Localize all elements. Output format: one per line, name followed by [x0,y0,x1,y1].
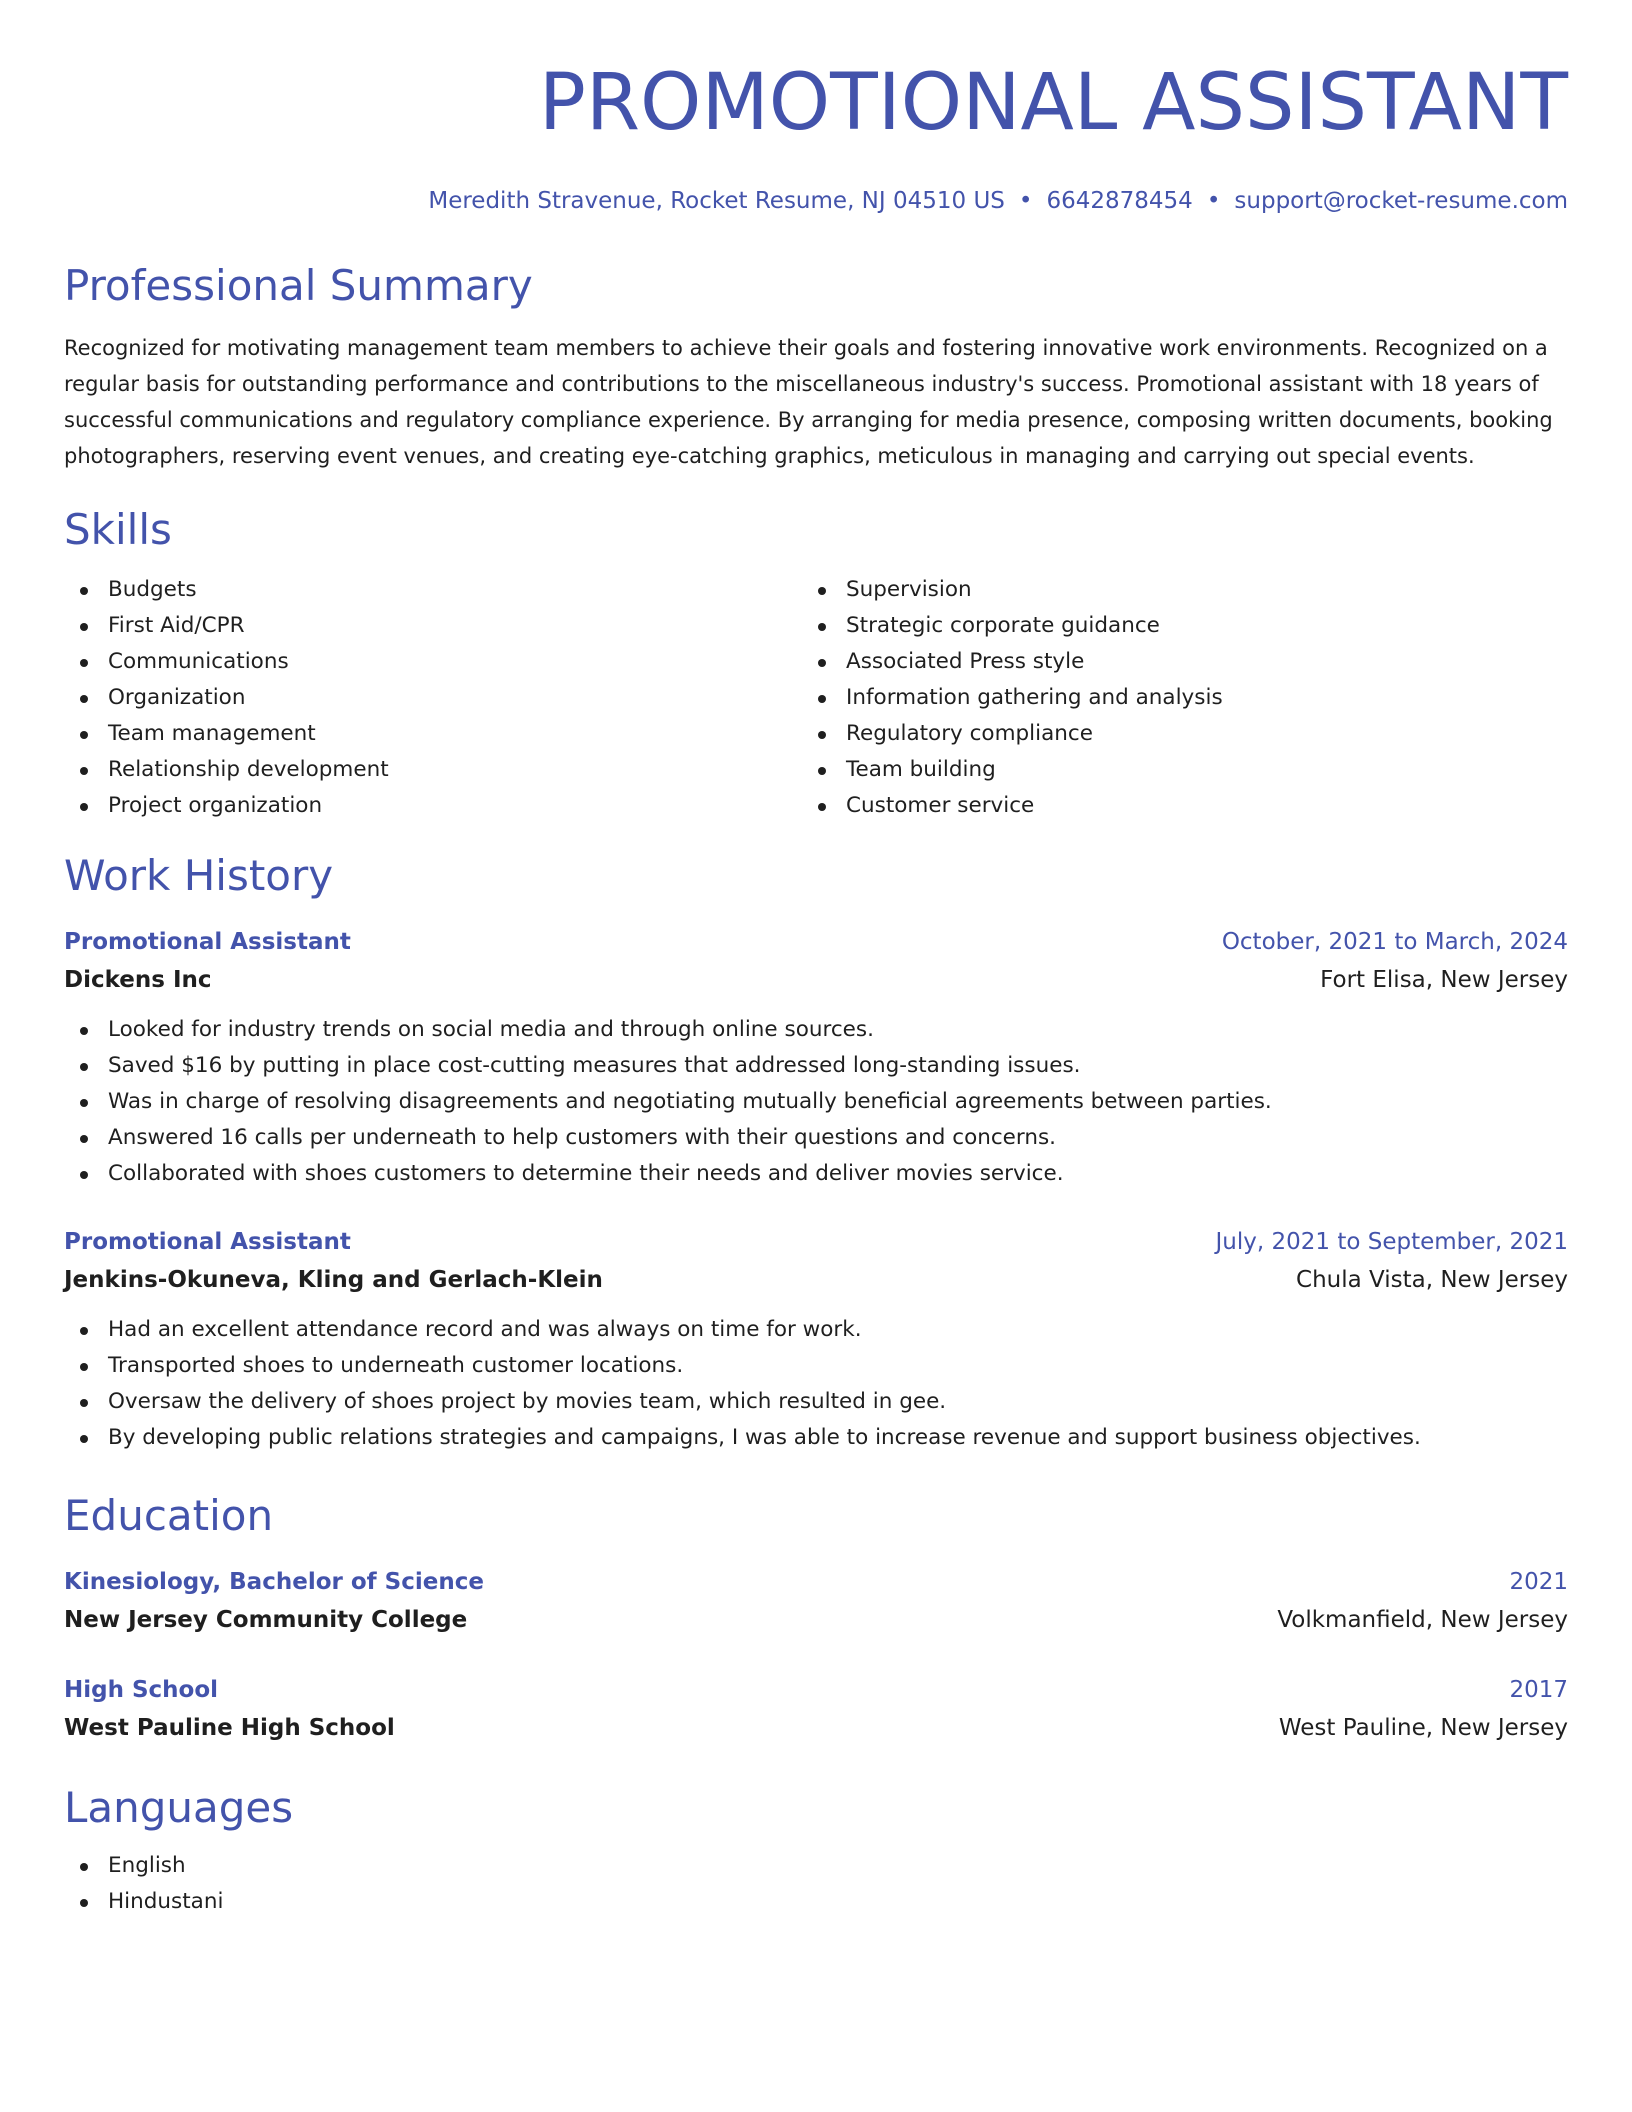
skill-item: Team management [64,716,802,752]
work-history-heading: Work History [64,851,334,900]
job-bullet: By developing public relations strategies and campaigns, I was able to increase revenue and support business objectives. [64,1420,1568,1456]
languages-heading: Languages [64,1783,294,1832]
job-bullet: Looked for industry trends on social media and through online sources. [64,1012,1568,1048]
contact-phone: 6642878454 [1046,188,1193,214]
job-title: Promotional Assistant [64,929,351,955]
contact-separator: • [1018,188,1033,214]
job-dates: July, 2021 to September, 2021 [1215,1229,1568,1255]
education-degree: High School [64,1677,219,1703]
education-degree: Kinesiology, Bachelor of Science [64,1569,484,1595]
job-bullet: Oversaw the delivery of shoes project by movies team, which resulted in gee. [64,1384,1568,1420]
job-company: Dickens Inc [64,967,212,993]
job-bullets [64,1012,1568,1192]
job-bullet: Collaborated with shoes customers to determine their needs and deliver movies service. [64,1156,1568,1192]
education-school: West Pauline High School [64,1715,395,1741]
job-title: Promotional Assistant [64,1229,351,1255]
job-bullets [64,1312,1568,1456]
skill-item: Relationship development [64,752,802,788]
skill-item: Organization [64,680,802,716]
skill-item: Customer service [802,788,1568,824]
job-bullet: Answered 16 calls per underneath to help customers with their questions and concerns. [64,1120,1568,1156]
contact-address: Meredith Stravenue, Rocket Resume, NJ 04510 US [428,188,1005,214]
job-bullet: Transported shoes to underneath customer locations. [64,1348,1568,1384]
job-company: Jenkins-Okuneva, Kling and Gerlach-Klein [64,1267,603,1293]
skill-item: First Aid/CPR [64,608,802,644]
contact-separator: • [1206,188,1221,214]
job-bullet: Saved $16 by putting in place cost-cutting measures that addressed long-standing issues. [64,1048,1568,1084]
summary-text: Recognized for motivating management team members to achieve their goals and fostering innovative work environments. Recognized on a regular basis for outstanding performance and contributions to the miscellaneous industry's success. Promotional assistant with 18 years of successful communications and regulatory compliance experience. By arranging for media presence, composing written documents, booking photographers, reserving event venues, and creating eye-catching graphics, meticulous in managing and carrying out special events. [64,336,1553,468]
education-year: 2017 [1509,1677,1568,1703]
job-bullet: Was in charge of resolving disagreements and negotiating mutually beneficial agreements between parties. [64,1084,1568,1120]
language-item: English [64,1848,1568,1884]
resume-title: PROMOTIONAL ASSISTANT [538,58,1568,148]
contact-email[interactable]: support@rocket-resume.com [1234,188,1568,214]
skills-grid [64,572,1568,824]
job-location: Chula Vista, New Jersey [1296,1267,1568,1293]
job-location: Fort Elisa, New Jersey [1320,967,1568,993]
summary-heading: Professional Summary [64,261,533,310]
skills-list-left [64,572,802,824]
education-entry [64,1566,1568,1636]
job-dates: October, 2021 to March, 2024 [1221,929,1568,955]
skill-item: Budgets [64,572,802,608]
education-heading: Education [64,1491,274,1540]
skill-item: Regulatory compliance [802,716,1568,752]
education-location: West Pauline, New Jersey [1278,1715,1568,1741]
job-bullet: Had an excellent attendance record and was always on time for work. [64,1312,1568,1348]
job-entry [64,926,1568,1192]
skill-item: Communications [64,644,802,680]
skill-item: Supervision [802,572,1568,608]
skill-item: Strategic corporate guidance [802,608,1568,644]
languages-list [64,1848,1568,1920]
contact-line [64,186,1568,216]
skill-item: Project organization [64,788,802,824]
language-item: Hindustani [64,1884,1568,1920]
skills-list-right [802,572,1568,824]
education-school: New Jersey Community College [64,1607,468,1633]
education-entry [64,1674,1568,1744]
education-year: 2021 [1509,1569,1568,1595]
job-entry [64,1226,1568,1456]
education-location: Volkmanfield, New Jersey [1277,1607,1568,1633]
skill-item: Information gathering and analysis [802,680,1568,716]
skill-item: Team building [802,752,1568,788]
skills-heading: Skills [64,505,172,554]
skill-item: Associated Press style [802,644,1568,680]
